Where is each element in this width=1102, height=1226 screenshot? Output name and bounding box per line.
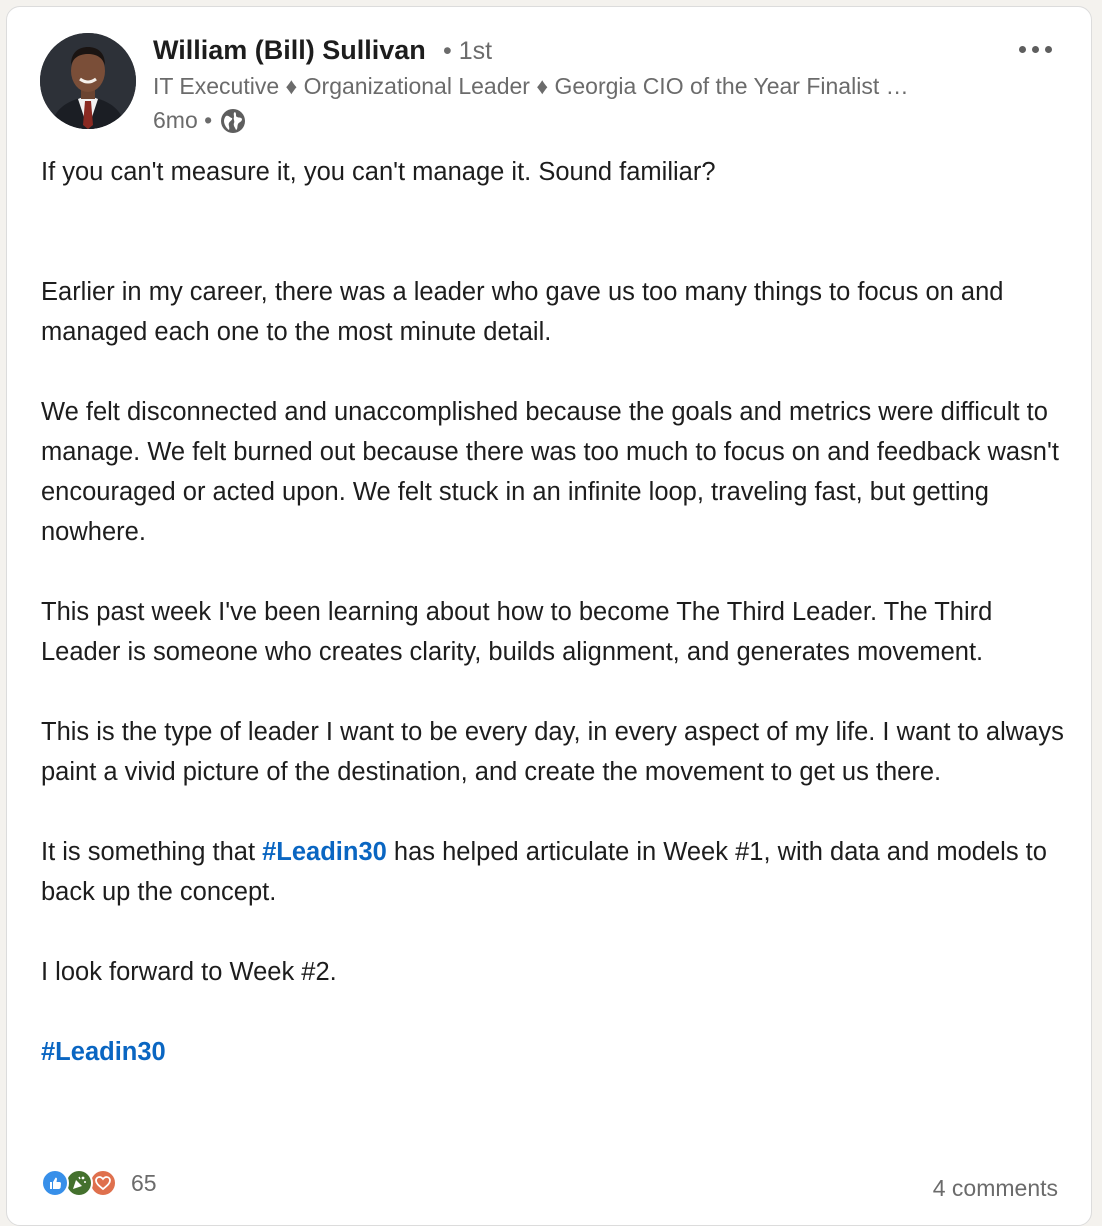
paragraph-text: It is something that — [41, 838, 263, 866]
celebrate-icon — [65, 1169, 93, 1197]
more-dot — [1019, 46, 1026, 53]
author-avatar[interactable] — [40, 33, 136, 129]
post-meta — [153, 107, 246, 134]
more-dot — [1032, 46, 1039, 53]
more-dot — [1045, 46, 1052, 53]
post-spacer — [41, 552, 1071, 592]
post-spacer — [41, 992, 1071, 1032]
post-paragraph: We felt disconnected and unaccomplished because the goals and metrics were difficult to manage. We felt burned out because there was too much to focus on and feedback wasn't encouraged or acted upon. We felt stuck in an infinite loop, traveling fast, but getting nowhere. — [41, 398, 1059, 546]
post-spacer — [41, 912, 1071, 952]
post-spacer — [41, 792, 1071, 832]
paragraph-text: has helped articulate in Week #1, with data and models to back up the concept. — [41, 838, 1047, 906]
reaction-count[interactable]: 65 — [131, 1169, 157, 1196]
hashtag-link[interactable]: #Leadin30 — [41, 1038, 166, 1066]
post-paragraph — [41, 832, 1071, 912]
like-icon — [41, 1169, 69, 1197]
more-options-icon[interactable] — [1007, 35, 1063, 63]
post-body — [41, 152, 1071, 1072]
post-paragraph: This is the type of leader I want to be every day, in every aspect of my life. I want to always paint a vivid picture of the destination, and create the movement to get us there. — [41, 718, 1064, 786]
post-spacer — [41, 672, 1071, 712]
post-paragraph: This past week I've been learning about how to become The Third Leader. The Third Leader is someone who creates clarity, builds alignment, and generates movement. — [41, 598, 993, 666]
connection-degree: • 1st — [443, 37, 493, 65]
post-paragraph — [41, 1032, 1071, 1072]
post-card — [6, 6, 1092, 1226]
hashtag-link[interactable]: #Leadin30 — [262, 838, 387, 866]
post-spacer — [41, 232, 1071, 272]
reactions-summary[interactable] — [41, 1167, 157, 1199]
comments-count-link[interactable]: 4 comments — [932, 1175, 1058, 1201]
post-paragraph: Earlier in my career, there was a leader who gave us too many things to focus on and managed each one to the most minute detail. — [41, 278, 1004, 346]
post-spacer — [41, 352, 1071, 392]
globe-icon — [220, 108, 246, 134]
post-paragraph: If you can't measure it, you can't manage it. Sound familiar? — [41, 158, 716, 186]
author-headline: IT Executive ♦ Organizational Leader ♦ Georgia CIO of the Year Finalist … — [153, 73, 909, 99]
love-icon — [89, 1169, 117, 1197]
reaction-icons — [41, 1167, 125, 1199]
post-paragraph: I look forward to Week #2. — [41, 958, 337, 986]
post-time: 6mo • — [153, 107, 213, 133]
post-spacer — [41, 192, 1071, 232]
author-name[interactable]: William (Bill) Sullivan — [153, 35, 426, 65]
